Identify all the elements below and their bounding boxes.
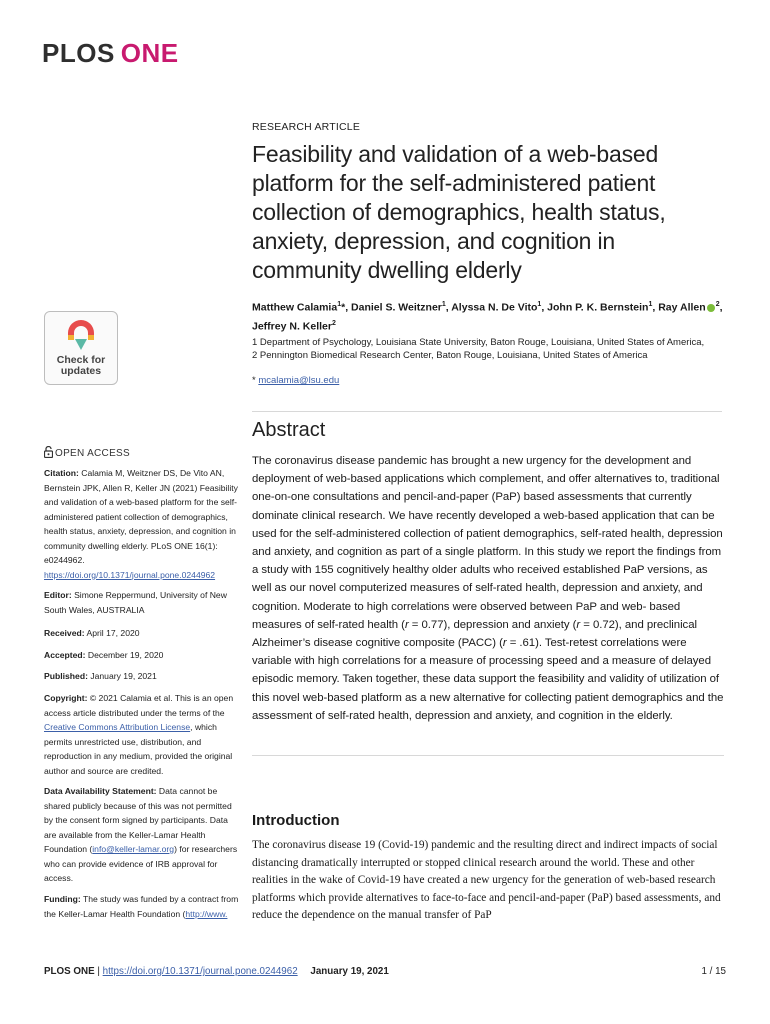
funding-text: The study was funded by a contract from the Keller-Lamar Health Foundation ( — [44, 894, 239, 919]
check-updates-line2: updates — [60, 365, 102, 377]
received-block — [44, 626, 240, 641]
data-availability-label: Data Availability Statement: — [44, 786, 157, 796]
author-list — [252, 297, 732, 334]
data-availability-block — [44, 784, 240, 886]
copyright-text-cont: , which permits unrestricted use, distribution, and reproduction in any medium, provided the original author and source are credited. — [44, 722, 233, 776]
author-name[interactable]: , Alyssa N. De Vito — [445, 301, 538, 314]
author-name[interactable]: , Ray Allen — [652, 301, 706, 314]
abstract-heading: Abstract — [252, 419, 326, 441]
copyright-label: Copyright: — [44, 693, 88, 703]
author-affil-sup: 2 — [715, 301, 720, 308]
citation-doi-link[interactable]: https://doi.org/10.1371/journal.pone.0244962 — [44, 569, 216, 580]
license-link[interactable]: Creative Commons Attribution License — [44, 722, 191, 732]
affiliation-item: 1 Department of Psychology, Louisiana State University, Baton Rouge, Louisiana, United States of America, — [252, 337, 705, 348]
open-lock-icon — [44, 446, 53, 458]
copyright-block — [44, 691, 240, 778]
corresponding-star: * — [341, 301, 346, 314]
published-date: January 19, 2021 — [87, 671, 157, 681]
logo-plos: PLOS — [42, 38, 115, 68]
open-access-badge — [44, 446, 130, 459]
check-updates-icon — [66, 318, 96, 352]
journal-logo — [42, 38, 179, 69]
footer-journal: PLOS ONE — [44, 966, 95, 977]
footer-separator: | — [94, 966, 103, 977]
page-number: 1 / 15 — [701, 966, 726, 977]
footer-date: January 19, 2021 — [310, 966, 389, 977]
author-affil-sup: 1 — [337, 301, 342, 308]
stat-symbol: r — [404, 618, 409, 631]
check-for-updates-badge[interactable] — [44, 311, 118, 385]
citation-label: Citation: — [44, 468, 79, 478]
author-name[interactable]: Matthew Calamia — [252, 301, 338, 314]
abstract-body — [252, 452, 724, 725]
introduction-text: The coronavirus disease 19 (Covid-19) pandemic and the resulting direct and indirect impacts of social distancing dramatically interrupted or stopped clinical research around the world. These and other realities in the wake of Covid-19 have created a new urgency for the generation of web-based research platforms which provide alternatives to face-to-face and pencil-and-paper (PaP) based assessments, and reduce the dependence on the manual transfer of PaP — [252, 839, 721, 921]
author-affil-sup: 1 — [441, 301, 446, 308]
accepted-date: December 19, 2020 — [85, 650, 164, 660]
accepted-label: Accepted: — [44, 650, 86, 660]
published-block — [44, 669, 240, 684]
funding-block — [44, 892, 240, 921]
corresponding-marker: * — [252, 375, 259, 386]
corresponding-email-link[interactable]: mcalamia@lsu.edu — [258, 375, 340, 386]
abstract-text: The coronavirus disease pandemic has brought a new urgency for the development and deployment of web-based applications which complement, and offer alternatives to, traditional one-on-one consultations and pencil-and-paper (PaP) based assessments that currently dominate clinical research. We have recently developed a web-based application that can be used for the self-administered collection of patient demographics, self-rated health, depression and anxiety, and cognition as part of a single platform. In this study we report the findings from a study with 155 cognitively healthy older adults who received established PaP versions, as well as our novel computerized measures of self-rated health, depression and anxiety, and cognition. Moderate to high correlations were observed between PaP and web- based measures of self-rated health ( — [252, 455, 723, 631]
open-access-label: OPEN ACCESS — [55, 448, 130, 459]
abstract-text: = .61). Test-retest correlations were variable with high correlations for a measure of processing speed and a measure of delayed episodic memory. Taken together, these data support the feasibility and validity of utilization of this novel web-based platform as a new alternative for collecting patient demographics and the assessment of self-rated health, depression and anxiety, and cognition in the elderly. — [252, 637, 724, 722]
author-name[interactable]: , John P. K. Bernstein — [541, 301, 649, 314]
author-affil-sup: 2 — [331, 319, 336, 327]
header-divider — [252, 411, 722, 412]
abstract-divider — [252, 755, 724, 756]
author-name[interactable]: , Jeffrey N. Keller — [252, 301, 723, 332]
affiliations — [252, 336, 742, 362]
accepted-block — [44, 648, 240, 663]
logo-one: ONE — [120, 38, 179, 68]
affiliation-item: 2 Pennington Biomedical Research Center, Baton Rouge, Louisiana, United States of America — [252, 350, 648, 361]
article-type: RESEARCH ARTICLE — [252, 121, 361, 133]
stat-symbol: r — [502, 637, 507, 650]
footer-doi-link[interactable]: https://doi.org/10.1371/journal.pone.0244962 — [102, 966, 298, 977]
author-affil-sup: 1 — [648, 301, 653, 308]
author-name[interactable]: , Daniel S. Weitzner — [345, 301, 442, 314]
data-availability-text: Data cannot be shared publicly because of this was not permitted by the consent form signed by participants. Data are available from the Keller-Lamar Health Foundation ( — [44, 786, 232, 854]
editor-label: Editor: — [44, 590, 72, 600]
introduction-heading: Introduction — [252, 812, 340, 829]
received-label: Received: — [44, 628, 85, 638]
check-updates-line1: Check for — [56, 354, 106, 366]
abstract-text: = 0.72), and preclinical Alzheimer’s disease cognitive composite (PACC) ( — [252, 618, 697, 650]
orcid-icon[interactable] — [707, 304, 715, 312]
citation-text: Calamia M, Weitzner DS, De Vito AN, Bernstein JPK, Allen R, Keller JN (2021) Feasibility and validation of a web-based platform for the self-administered patient collection of demographics, health status, anxiety, depression, and cognition in community dwelling elderly. PLoS ONE 16(1): e0244962. — [44, 468, 238, 565]
citation-block — [44, 466, 240, 582]
article-title: Feasibility and validation of a web-based platform for the self-administered patient collection of demographics, health status, anxiety, depression, and cognition in community dwelling elderly — [252, 141, 666, 283]
editor-text: Simone Reppermund, University of New South Wales, AUSTRALIA — [44, 590, 227, 615]
abstract-text: = 0.77), depression and anxiety ( — [408, 618, 577, 631]
editor-block — [44, 588, 240, 617]
funding-link[interactable]: http://www. — [185, 908, 228, 919]
funding-label: Funding: — [44, 894, 81, 904]
correspondence — [252, 375, 339, 386]
received-date: April 17, 2020 — [84, 628, 140, 638]
data-availability-text-cont: ) for researchers who can provide evidence of IRB approval for access. — [44, 844, 238, 883]
data-email-link[interactable]: info@keller-lamar.org — [92, 844, 175, 854]
copyright-text: © 2021 Calamia et al. This is an open access article distributed under the terms of the — [44, 693, 234, 718]
stat-symbol: r — [576, 618, 581, 631]
published-label: Published: — [44, 671, 88, 681]
page-footer — [44, 966, 389, 977]
author-affil-sup: 1 — [537, 301, 542, 308]
